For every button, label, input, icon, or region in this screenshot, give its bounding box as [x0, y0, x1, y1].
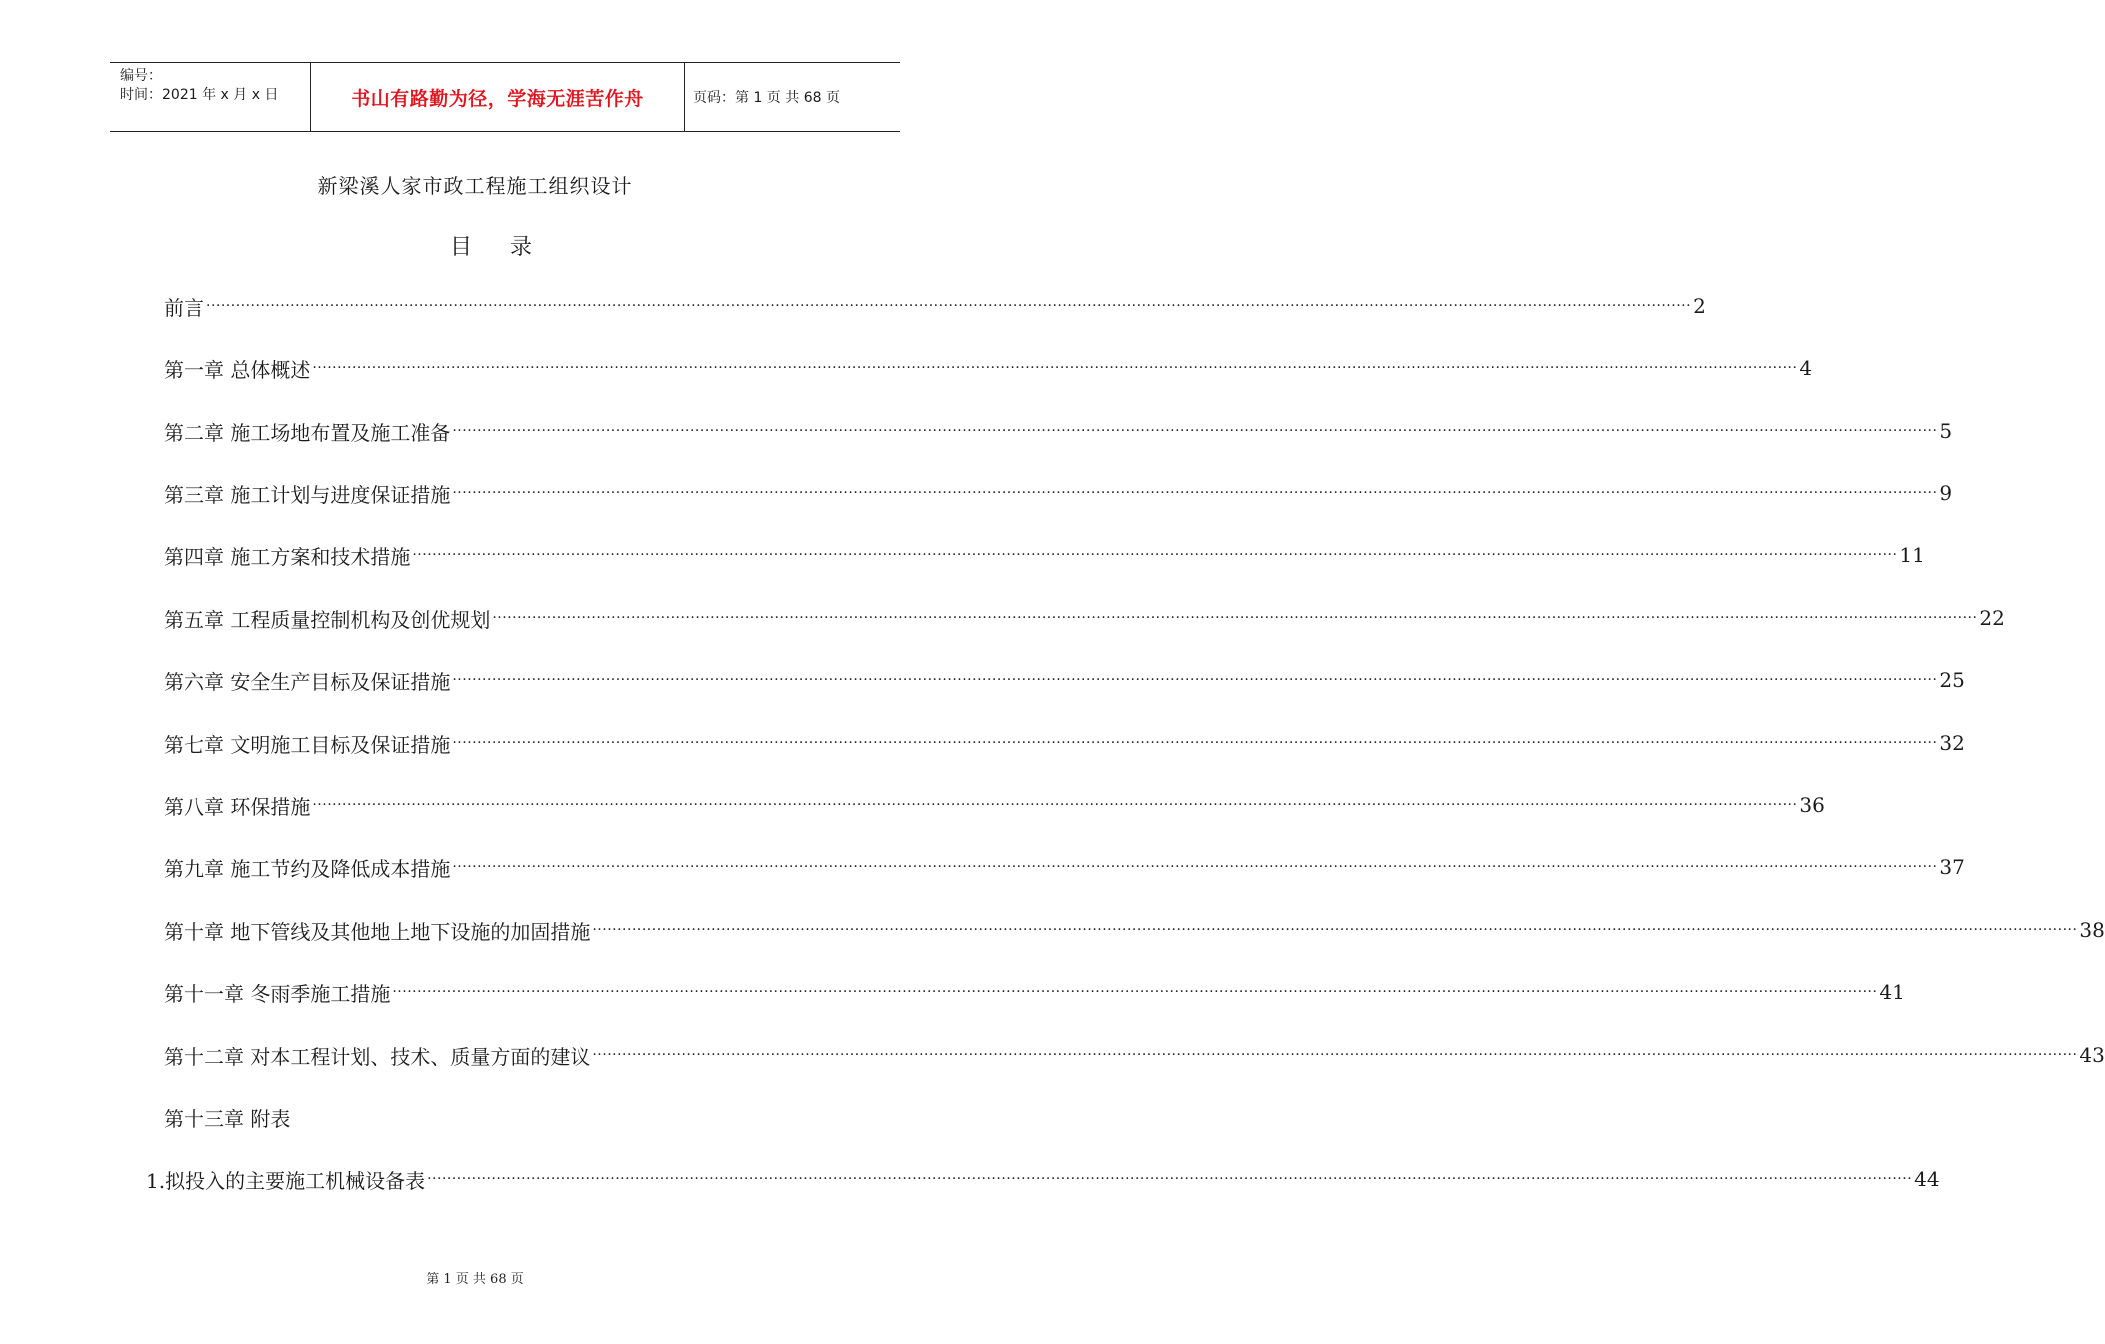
toc-leader-dots: ············································································································································································································································································································: [412, 547, 1898, 563]
toc-entry-label: 第十章 地下管线及其他地上地下设施的加固措施: [164, 919, 591, 944]
header-page-info: 页码：第 1 页 共 68 页: [693, 90, 840, 106]
toc-leader-dots: ············································································································································································································································································································: [312, 360, 1798, 376]
header-motto: 书山有路勤为径，学海无涯苦作舟: [351, 87, 644, 110]
toc-entry-chapter-12[interactable]: [164, 1040, 2105, 1070]
toc-entry-page: 22: [1979, 606, 2005, 630]
toc-entry-page: 2: [1693, 294, 1706, 318]
toc-entry-page: 36: [1799, 793, 1825, 817]
toc-entry-label: 第九章 施工节约及降低成本措施: [164, 856, 451, 881]
toc-entry-chapter-11[interactable]: [164, 977, 1905, 1007]
toc-entry-chapter-1[interactable]: [164, 353, 1813, 383]
toc-leader-dots: ············································································································································································································································································································: [592, 1047, 2078, 1063]
toc-entry-label: 第二章 施工场地布置及施工准备: [164, 420, 451, 445]
toc-entry-label: 第八章 环保措施: [164, 794, 311, 819]
toc-entry-label: 第四章 施工方案和技术措施: [164, 544, 411, 569]
page-footer: 第 1 页 共 68 页: [426, 1272, 524, 1287]
toc-leader-dots: ············································································································································································································································································································: [312, 797, 1798, 813]
toc-entry-chapter-13[interactable]: [164, 1102, 856, 1132]
toc-entry-chapter-5[interactable]: [164, 603, 2005, 633]
toc-entry-page: 32: [1939, 731, 1965, 755]
toc-leader-dots: ············································································································································································································································································································: [452, 423, 1938, 439]
header-meta: [110, 63, 311, 131]
toc-entry-label: 第十二章 对本工程计划、技术、质量方面的建议: [164, 1044, 591, 1069]
toc-entry-chapter-2[interactable]: [164, 416, 1953, 446]
toc-entry-appendix-1[interactable]: [146, 1164, 1940, 1194]
toc-entry-chapter-4[interactable]: [164, 540, 1925, 570]
toc-entry-chapter-3[interactable]: [164, 478, 1953, 508]
toc-entry-chapter-9[interactable]: [164, 852, 1965, 882]
toc-entry-page: 4: [1799, 356, 1813, 380]
toc-entry-label: 1.拟投入的主要施工机械设备表: [146, 1168, 426, 1193]
toc-entry-page: 9: [1939, 481, 1953, 505]
toc-entry-chapter-8[interactable]: [164, 790, 1825, 820]
toc-entry-chapter-10[interactable]: [164, 915, 2105, 945]
document-number-label: 编号：: [120, 68, 162, 84]
toc-leader-dots: ············································································································································································································································································································: [452, 672, 1938, 688]
toc-leader-dots: ············································································································································································································································································································: [592, 922, 2078, 938]
toc-entry-label: 第七章 文明施工目标及保证措施: [164, 732, 451, 757]
toc-entry-chapter-7[interactable]: [164, 728, 1965, 758]
toc-leader-dots: ············································································································································································································································································································: [452, 485, 1938, 501]
toc-entry-page: 43: [2079, 1043, 2105, 1067]
toc-entry-page: 41: [1879, 980, 1905, 1004]
toc-heading: 目录: [449, 235, 570, 260]
toc-entry-label: 第十一章 冬雨季施工措施: [164, 981, 391, 1006]
toc-entry-label: 前言: [164, 295, 204, 320]
toc-leader-dots: ············································································································································································································································································································: [452, 859, 1938, 875]
toc-entry-chapter-6[interactable]: [164, 665, 1965, 695]
toc-entry-page: 5: [1939, 419, 1953, 443]
toc-entry-page: 11: [1899, 543, 1925, 567]
toc-entry-label: 第六章 安全生产目标及保证措施: [164, 669, 451, 694]
toc-entry-label: 第五章 工程质量控制机构及创优规划: [164, 607, 491, 632]
toc-leader-dots: ············································································································································································································································································································: [492, 610, 1978, 626]
page-header: [110, 62, 900, 132]
toc-leader-dots: ············································································································································································································································································································: [206, 298, 1692, 314]
toc-entry-label: 第一章 总体概述: [164, 357, 311, 382]
toc-entry-page: 38: [2079, 918, 2105, 942]
toc-entry-page: 37: [1939, 855, 1965, 879]
toc-entry-preface[interactable]: [164, 291, 1706, 321]
toc-leader-dots: ············································································································································································································································································································: [427, 1171, 1913, 1187]
header-motto-cell: [311, 63, 685, 131]
toc-leader-dots: ············································································································································································································································································································: [452, 735, 1938, 751]
toc-entry-page: 25: [1939, 668, 1965, 692]
toc-entry-label: 第十三章 附表: [164, 1106, 291, 1131]
toc-leader-dots: ············································································································································································································································································································: [392, 984, 1878, 1000]
document-date: 时间：2021 年 x 月 x 日: [120, 87, 279, 103]
toc-entry-label: 第三章 施工计划与进度保证措施: [164, 482, 451, 507]
document-title: 新梁溪人家市政工程施工组织设计: [317, 174, 633, 198]
toc-entry-page: 44: [1914, 1167, 1940, 1191]
